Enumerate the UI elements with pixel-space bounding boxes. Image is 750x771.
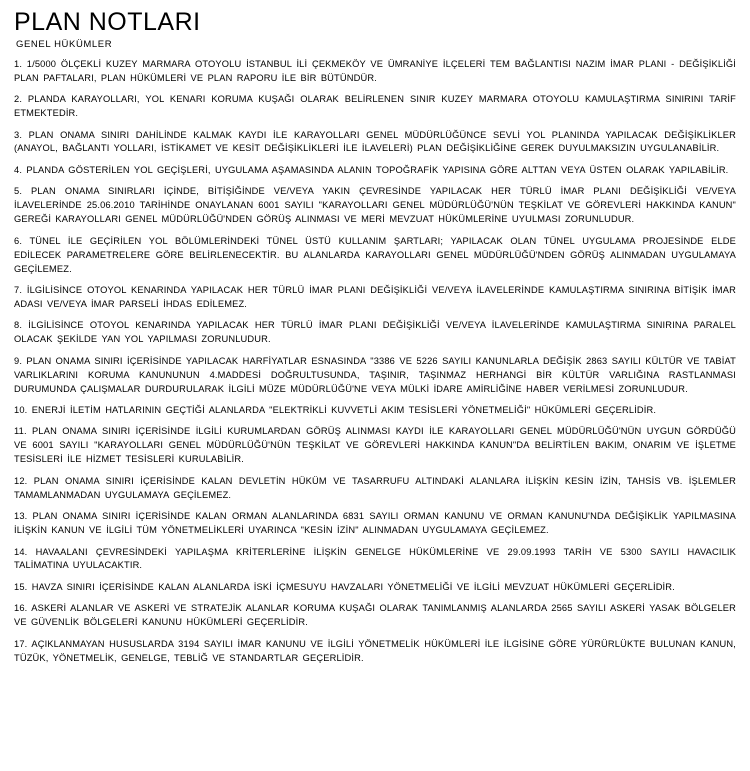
clause-item: 2. PLANDA KARAYOLLARI, YOL KENARI KORUMA KUŞAĞI OLARAK BELİRLENEN SINIR KUZEY MARMARA OTOYOLU KAMULAŞTIRMA SINIRINI TARİF ETMEKTEDİR. [14, 94, 736, 119]
clause-item: 9. PLAN ONAMA SINIRI İÇERİSİNDE YAPILACAK HARFİYATLAR ESNASINDA "3386 VE 5226 SAYILI KANUNLARLA DEĞİŞİK 2863 SAYILI KÜLTÜR VE TABİAT VARLIKLARINI KORUMA KANUNUNUN 4.MADDESİ DOĞRULTUSUNDA, TAŞINIR, TAŞINMAZ HERHANGİ BİR KÜLTÜR VARLIĞINA RASTLANMASI DURUMUNDA ÇALIŞMALAR DURDURULARAK İLGİLİ MÜZE MÜDÜRLÜĞÜ'NE VEYA MÜLKİ İDARE AMİRLİĞİNE HABER VERİLMESİ ZORUNLUDUR. [14, 355, 736, 394]
clause-item: 8. İLGİLİSİNCE OTOYOL KENARINDA YAPILACAK HER TÜRLÜ İMAR PLANI DEĞİŞİKLİĞİ VE/VEYA İLAVELERİNDE KAMULAŞTIRMA SINIRINA PARALEL OLACAK ŞEKİLDE YAN YOL YAPILMASI ZORUNLUDUR. [14, 320, 736, 345]
clause-item: 17. AÇIKLANMAYAN HUSUSLARDA 3194 SAYILI İMAR KANUNU VE İLGİLİ YÖNETMELİK HÜKÜMLERİ İLE İLGİSİNE GÖRE YÜRÜRLÜKTE BULUNAN KANUN, TÜZÜK, YÖNETMELİK, GENELGE, TEBLİĞ VE STANDARTLAR GEÇERLİDİR. [14, 638, 736, 663]
clause-item: 10. ENERJİ İLETİM HATLARININ GEÇTİĞİ ALANLARDA "ELEKTRİKLİ KUVVETLİ AKIM TESİSLERİ YÖNETMELİĞİ" HÜKÜMLERİ GEÇERLİDİR. [14, 405, 657, 415]
clause-item: 6. TÜNEL İLE GEÇİRİLEN YOL BÖLÜMLERİNDEKİ TÜNEL ÜSTÜ KULLANIM ŞARTLARI; YAPILACAK OLAN TÜNEL UYGULAMA PROJESİNDE ELDE EDİLECEK PARAMETRELERE GÖRE BELİRLENECEKTİR. BU ALANLARDA KARAYOLLARI GENEL MÜDÜRLÜĞÜ'NDEN GÖRÜŞ ALINMADAN UYGULAMAYA GEÇİLEMEZ. [14, 235, 736, 274]
clause-item: 12. PLAN ONAMA SINIRI İÇERİSİNDE KALAN DEVLETİN HÜKÜM VE TASARRUFU ALTINDAKİ ALANLARA İLİŞKİN KESİN İZİN, TAHSİS VB. İŞLEMLER TAMAMLANMADAN UYGULAMAYA GEÇİLEMEZ. [14, 475, 736, 500]
clause-item: 5. PLAN ONAMA SINIRLARI İÇİNDE, BİTİŞİĞİNDE VE/VEYA YAKIN ÇEVRESİNDE YAPILACAK HER TÜRLÜ İMAR PLANI DEĞİŞİKLİĞİ VE/VEYA İLAVELERİNDE 25.06.2010 TARİHİNDE ONAYLANAN 6001 SAYILI "KARAYOLLARI GENEL MÜDÜRLÜĞÜ'NÜN TEŞKİLAT VE GÖREVLERİ HAKKINDA KANUN" GEREĞİ KARAYOLLARI GENEL MÜDÜRLÜĞÜ'NDEN GÖRÜŞ ALINMASI VE MERİ MEVZUAT HÜKÜMLERİNE UYULMASI ZORUNLUDUR. [14, 186, 736, 225]
clause-item: 1. 1/5000 ÖLÇEKLİ KUZEY MARMARA OTOYOLU İSTANBUL İLİ ÇEKMEKÖY VE ÜMRANİYE İLÇELERİ TEM BAĞLANTISI NAZIM İMAR PLANI - DEĞİŞİKLİĞİ PLAN PAFTALARI, PLAN HÜKÜMLERİ VE PLAN RAPORU İLE BİR BÜTÜNDÜR. [14, 58, 736, 83]
clause-item: 3. PLAN ONAMA SINIRI DAHİLİNDE KALMAK KAYDI İLE KARAYOLLARI GENEL MÜDÜRLÜĞÜNCE SEVLİ YOL PLANINDA YAPILACAK DEĞİŞİKLİKLER (ANAYOL, BAĞLANTI YOLLARI, İSTİKAMET VE KESİT DEĞİŞİKLİKLERİ İLE İLAVELERİ) PLAN DEĞİŞİKLİĞİNE GEREK DUYULMAKSIZIN UYGULANABİLİR. [14, 129, 736, 154]
document-subtitle: GENEL HÜKÜMLER [16, 38, 113, 50]
clause-item: 16. ASKERİ ALANLAR VE ASKERİ VE STRATEJİK ALANLAR KORUMA KUŞAĞI OLARAK TANIMLANMIŞ ALANLARDA 2565 SAYILI ASKERİ YASAK BÖLGELER VE GÜVENLİK BÖLGELERİ KANUNU HÜKÜMLERİ GEÇERLİDİR. [14, 603, 736, 628]
clause-item: 15. HAVZA SINIRI İÇERİSİNDE KALAN ALANLARDA İSKİ İÇMESUYU HAVZALARI YÖNETMELİĞİ VE İLGİLİ MEVZUAT HÜKÜMLERİ GEÇERLİDİR. [14, 581, 675, 592]
clause-list [14, 58, 736, 666]
page-title: PLAN NOTLARI [14, 8, 201, 36]
clause-item: 11. PLAN ONAMA SINIRI İÇERİSİNDE İLGİLİ KURUMLARDAN GÖRÜŞ ALINMASI KAYDI İLE KARAYOLLARI GENEL MÜDÜRLÜĞÜ'NÜN UYGUN GÖRDÜĞÜ VE 6001 SAYILI "KARAYOLLARI GENEL MÜDÜRLÜĞÜ'NÜN TEŞKİLAT VE GÖREVLERİ HAKKINDA KANUN"DA BELİRTİLEN BAKIM, ONARIM VE İŞLETME TESİSLERİ İLE HİZMET TESİSLERİ KURULABİLİR. [14, 426, 736, 465]
clause-item: 4. PLANDA GÖSTERİLEN YOL GEÇİŞLERİ, UYGULAMA AŞAMASINDA ALANIN TOPOĞRAFİK YAPISINA GÖRE ALTTAN VEYA ÜSTEN OLARAK YAPILABİLİR. [14, 164, 729, 175]
clause-item: 13. PLAN ONAMA SINIRI İÇERİSİNDE KALAN ORMAN ALANLARINDA 6831 SAYILI ORMAN KANUNU VE ORMAN KANUNU'NDA DEĞİŞİKLİK YAPILMASINA İLİŞKİN KANUN VE İLGİLİ TÜM YÖNETMELİKLERİ UYARINCA "KESİN İZİN" ALINMADAN UYGULAMAYA GEÇİLEMEZ. [14, 511, 736, 536]
clause-item: 14. HAVAALANI ÇEVRESİNDEKİ YAPILAŞMA KRİTERLERİNE İLİŞKİN GENELGE HÜKÜMLERİNE VE 29.09.1993 TARİH VE 5300 SAYILI HAVACILIK TALİMATINA UYULACAKTIR. [14, 546, 736, 571]
clause-item: 7. İLGİLİSİNCE OTOYOL KENARINDA YAPILACAK HER TÜRLÜ İMAR PLANI DEĞİŞİKLİĞİ VE/VEYA İLAVELERİNDE KAMULAŞTIRMA SINIRINA BİTİŞİK İMAR ADASI VE/VEYA İMAR PARSELİ İHDAS EDİLEMEZ. [14, 284, 736, 309]
